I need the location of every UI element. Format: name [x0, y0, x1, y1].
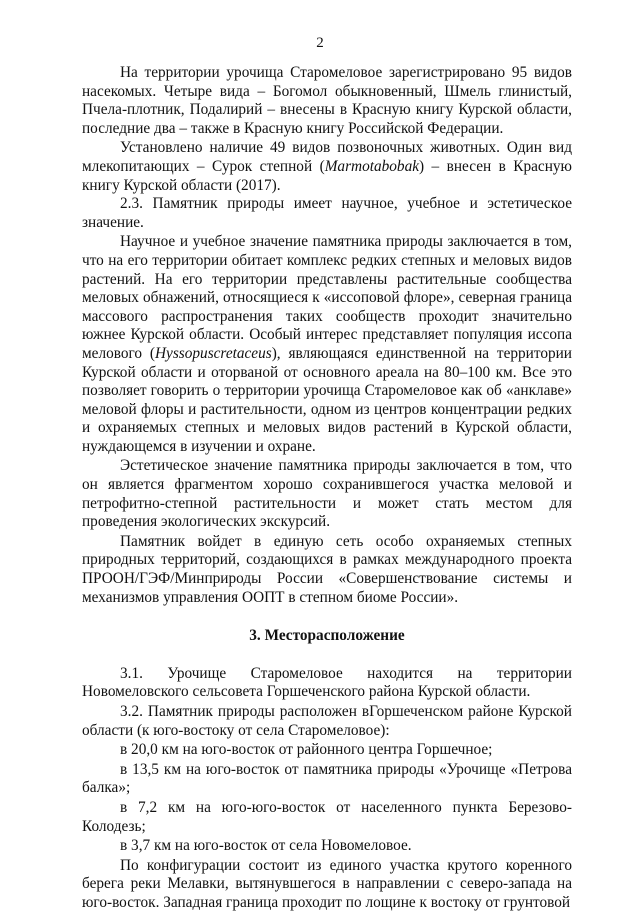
list-item-distance: в 20,0 км на юго-восток от районного центра Горшечное;	[120, 741, 493, 759]
paragraph-location-3-2: 3.2. Памятник природы расположен вГоршеченском районе Курской области (к юго-востоку от села Старомеловое):	[82, 703, 572, 739]
latin-name-hyssop: Hyssopuscretaceus	[155, 344, 272, 362]
section-heading-location: 3. Месторасположение	[249, 627, 405, 645]
paragraph-network: Памятник войдет в единую сеть особо охраняемых степных природных территорий, создающихся в рамках международного проекта ПРООН/ГЭФ/Минприроды России «Совершенствование системы и механизмов управления ООПТ в степном биоме России».	[82, 532, 572, 606]
paragraph-scientific-value: Научное и учебное значение памятника природы заключается в том, что на его территории обитает комплекс редких степных и меловых видов растений. На его территории представлены растительные сообщества меловых обнажений, относящиеся к «иссоповой флоре», северная граница массового распространения таких сообществ проходит значительно южнее Курской области. Особый интерес представляет популяция иссопа мелового (Hyssopuscretaceus), являющаяся единственной на территории Курской области и оторваной от основного ареала на 80–100 км. Все это позволяет говорить о территории урочища Старомеловое как об «анклаве» меловой флоры и растительности, одном из центров концентрации редких и охраняемых степных и меловых видов растений в Курской области, нуждающемся в изучении и охране.	[82, 233, 572, 455]
paragraph-significance: 2.3. Памятник природы имеет научное, учебное и эстетическое значение.	[82, 195, 572, 231]
paragraph-vertebrates: Установлено наличие 49 видов позвоночных животных. Один вид млекопитающих – Сурок степной (Marmotabobak) – внесен в Красную книгу Курской области (2017).	[82, 139, 572, 194]
page-number: 2	[316, 35, 324, 51]
list-item-distance: в 7,2 км на юго-юго-восток от населенного пункта Березово-Колодезь;	[82, 798, 572, 835]
paragraph-configuration: По конфигурации состоит из единого участка крутого коренного берега реки Мелавки, вытянувшегося в направлении с северо-запада на юго-восток. Западная граница проходит по лощине к востоку от грунтовой	[82, 856, 572, 911]
list-item-distance: в 13,5 км на юго-восток от памятника природы «Урочище «Петрова балка»;	[82, 760, 572, 797]
document-body	[82, 64, 572, 913]
paragraph-aesthetic-value: Эстетическое значение памятника природы заключается в том, что он является фрагментом хорошо сохранившегося участка меловой и петрофитно-степной растительности и может стать местом для проведения экологических экскурсий.	[82, 457, 572, 531]
paragraph-insects: На территории урочища Старомеловое зарегистрировано 95 видов насекомых. Четыре вида – Богомол обыкновенный, Шмель глинистый, Пчела-плотник, Подалирий – внесены в Красную книгу Курской области, последние два – также в Красную книгу Российской Федерации.	[82, 64, 572, 137]
list-item-distance: в 3,7 км на юго-восток от села Новомеловое.	[120, 837, 412, 855]
latin-name-marmot: Marmotabobak	[324, 157, 420, 175]
paragraph-location-3-1: 3.1. Урочище Старомеловое находится на территории Новомеловского сельсовета Горшеченского района Курской области.	[82, 664, 572, 701]
